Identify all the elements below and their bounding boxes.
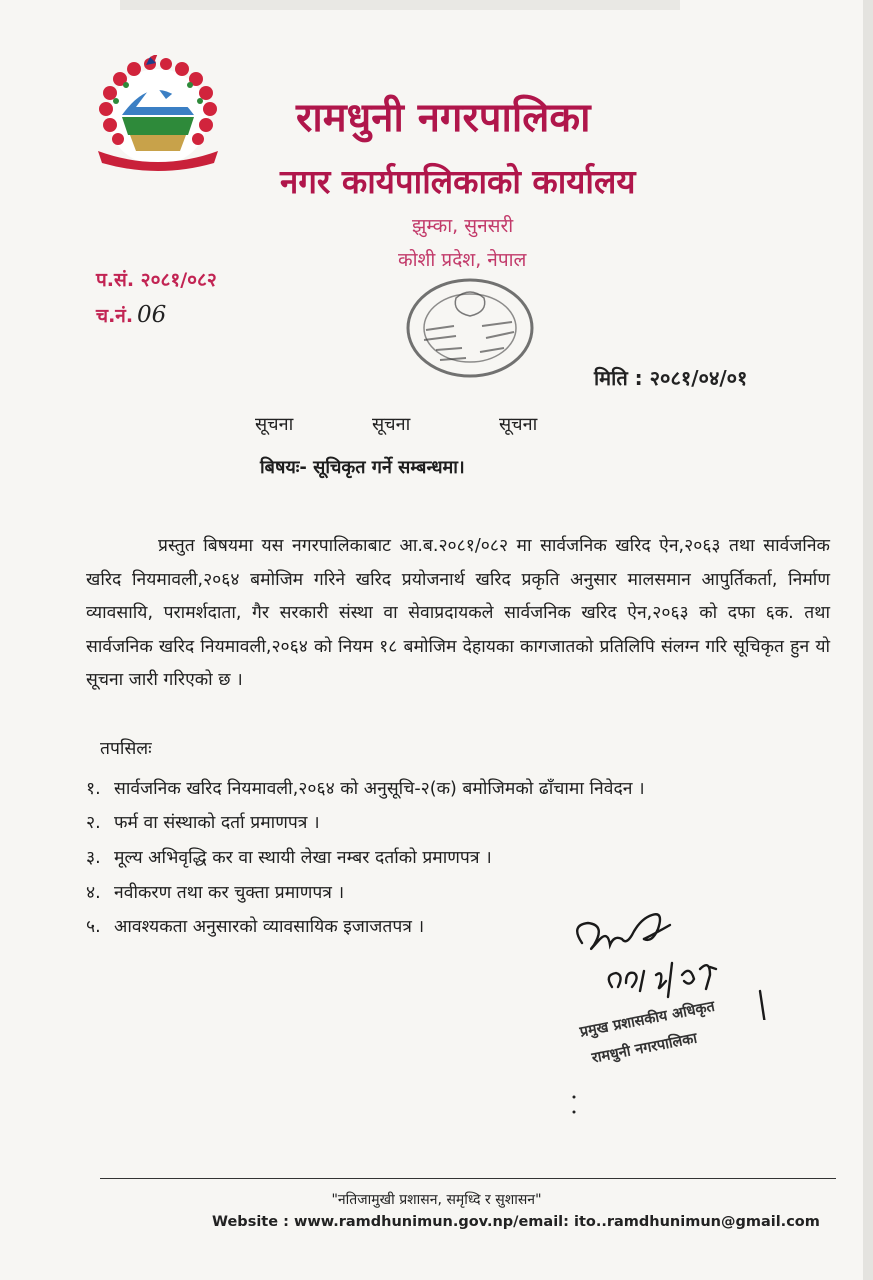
notice-heading-1: सूचना [255, 414, 294, 435]
notice-heading-3: सूचना [499, 414, 538, 435]
footer-motto: "नतिजामुखी प्रशासन, समृध्दि र सुशासन" [331, 1192, 542, 1208]
list-item-number: ३. [86, 848, 101, 868]
nepal-emblem-icon [92, 55, 224, 173]
list-item [86, 914, 424, 938]
notice-heading-2: सूचना [372, 414, 411, 435]
address-line-1: झुम्का, सुनसरी [412, 215, 514, 237]
signer-designation: प्रमुख प्रशासकीय अधिकृत [578, 998, 717, 1041]
office-stamp [396, 268, 544, 388]
list-item-text: मूल्य अभिवृद्धि कर वा स्थायी लेखा नम्बर दर्ताको प्रमाणपत्र । [114, 848, 492, 868]
subject-line: बिषयः- सूचिकृत गर्ने सम्बन्धमा। [260, 457, 465, 478]
dispatch-label: च.नं. [96, 305, 134, 327]
office-name: नगर कार्यपालिकाको कार्यालय [280, 162, 636, 201]
list-item [86, 880, 344, 904]
footer-contact: Website : www.ramdhunimun.gov.np/email: ito..ramdhunimun@gmail.com [212, 1214, 820, 1230]
notice-body: प्रस्तुत बिषयमा यस नगरपालिकाबाट आ.ब.२०८१/०८२ मा सार्वजनिक खरिद ऐन,२०६३ तथा सार्वजनिक खरिद नियमावली,२०६४ बमोजिम गरिने खरिद प्रयोजनार्थ खरिद प्रकृति अनुसार मालसमान आपुर्तिकर्ता, निर्माण व्यावसायि, परामर्शदाता, गैर सरकारी संस्था वा सेवाप्रदायकले सार्वजनिक खरिद ऐन,२०६३ को दफा ६क. तथा सार्वजनिक खरिद नियमावली,२०६४ को नियम १८ बमोजिम देहायका कागजातको प्रतिलिपि संलग्न गरि सूचिकृत हुन यो सूचना जारी गरिएको छ । [86, 536, 830, 690]
list-item-text: नवीकरण तथा कर चुक्ता प्रमाणपत्र । [114, 883, 345, 903]
list-item [86, 810, 320, 834]
list-item-text: सार्वजनिक खरिद नियमावली,२०६४ को अनुसूचि-२(क) बमोजिमको ढाँचामा निवेदन । [114, 779, 645, 799]
list-item-number: ५. [86, 917, 101, 937]
footer-divider [100, 1178, 836, 1179]
address-line-2: कोशी प्रदेश, नेपाल [398, 249, 527, 271]
letter-date: मिति : २०८१/०४/०१ [594, 366, 748, 390]
dispatch-number [96, 302, 166, 328]
signer-office: रामधुनी नगरपालिका [590, 1030, 699, 1067]
list-item-number: १. [86, 779, 101, 799]
details-label: तपसिलः [100, 739, 152, 759]
list-item-number: २. [86, 813, 101, 833]
list-item-text: आवश्यकता अनुसारको व्यावसायिक इजाजतपत्र । [114, 917, 425, 937]
scan-smudge [120, 0, 680, 10]
dispatch-value: 06 [137, 302, 167, 328]
handwritten-signature [560, 895, 780, 1020]
page-edge [863, 0, 873, 1280]
list-item-number: ४. [86, 883, 101, 903]
list-item [86, 776, 645, 800]
municipality-name: रामधुनी नगरपालिका [296, 95, 591, 141]
list-item [86, 845, 492, 869]
list-item-text: फर्म वा संस्थाको दर्ता प्रमाणपत्र । [114, 813, 320, 833]
ink-marks [571, 1094, 577, 1116]
letter-reference-number: प.सं. २०८१/०८२ [96, 269, 217, 291]
